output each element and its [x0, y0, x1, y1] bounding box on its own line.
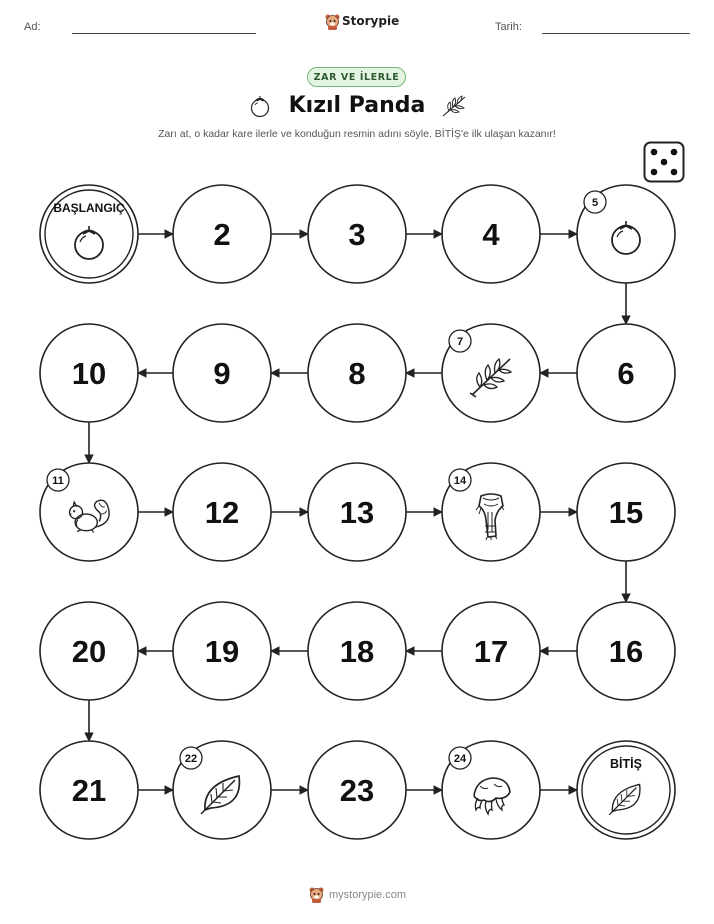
space-number: 13 — [339, 495, 375, 530]
board-space-9[interactable] — [173, 324, 271, 422]
space-number: 15 — [608, 495, 644, 530]
board-space-25[interactable] — [577, 741, 675, 839]
space-number: 7 — [456, 336, 464, 348]
board-space-17[interactable] — [442, 602, 540, 700]
space-circle — [577, 741, 675, 839]
board-space-7[interactable] — [442, 324, 540, 422]
board-space-6[interactable] — [577, 324, 675, 422]
space-number: 10 — [71, 356, 107, 391]
space-number: 3 — [348, 217, 366, 252]
space-number: 12 — [204, 495, 240, 530]
space-number: 19 — [204, 634, 240, 669]
space-number: 16 — [608, 634, 644, 669]
board-space-12[interactable] — [173, 463, 271, 561]
space-number: 17 — [473, 634, 509, 669]
board-space-20[interactable] — [40, 602, 138, 700]
space-number: 20 — [71, 634, 107, 669]
board-space-3[interactable] — [308, 185, 406, 283]
space-number: 4 — [482, 217, 500, 252]
board-space-22[interactable] — [173, 741, 271, 839]
board-space-18[interactable] — [308, 602, 406, 700]
space-circle — [40, 185, 138, 283]
board-space-15[interactable] — [577, 463, 675, 561]
date-label: Tarih: — [495, 21, 522, 33]
space-number: 23 — [339, 773, 375, 808]
board-space-10[interactable] — [40, 324, 138, 422]
board-space-14[interactable] — [442, 463, 540, 561]
instructions: Zarı at, o kadar kare ilerle ve konduğun resmin adını söyle. BİTİŞ'e ilk ulaşan kazanır! — [158, 128, 556, 140]
finish-label: BİTİŞ — [610, 757, 642, 771]
space-number: 9 — [213, 356, 231, 391]
space-number: 11 — [52, 475, 64, 487]
board-space-8[interactable] — [308, 324, 406, 422]
space-number: 21 — [71, 773, 107, 808]
space-number: 18 — [339, 634, 375, 669]
brand-name: Storypie — [342, 14, 400, 28]
board-space-21[interactable] — [40, 741, 138, 839]
footer-url[interactable]: mystorypie.com — [329, 889, 407, 901]
board-space-23[interactable] — [308, 741, 406, 839]
activity-badge: ZAR VE İLERLE — [307, 67, 406, 87]
space-number: 2 — [213, 217, 231, 252]
board-space-24[interactable] — [442, 741, 540, 839]
board-space-19[interactable] — [173, 602, 271, 700]
footer — [309, 886, 405, 904]
board-space-2[interactable] — [173, 185, 271, 283]
page-title: Kızıl Panda — [288, 93, 426, 118]
start-label: BAŞLANGIÇ — [53, 201, 125, 215]
board-space-16[interactable] — [577, 602, 675, 700]
board-space-1[interactable] — [40, 185, 138, 283]
name-label: Ad: — [24, 21, 41, 33]
space-number: 8 — [348, 356, 366, 391]
space-number: 5 — [591, 197, 599, 209]
board-space-4[interactable] — [442, 185, 540, 283]
board-space-13[interactable] — [308, 463, 406, 561]
space-number: 22 — [184, 753, 198, 765]
board-space-5[interactable] — [577, 185, 675, 283]
space-number: 6 — [617, 356, 635, 391]
panda-footer-icon — [309, 886, 324, 903]
board-space-11[interactable] — [40, 463, 138, 561]
space-number: 24 — [453, 753, 467, 765]
space-number: 14 — [453, 475, 467, 487]
